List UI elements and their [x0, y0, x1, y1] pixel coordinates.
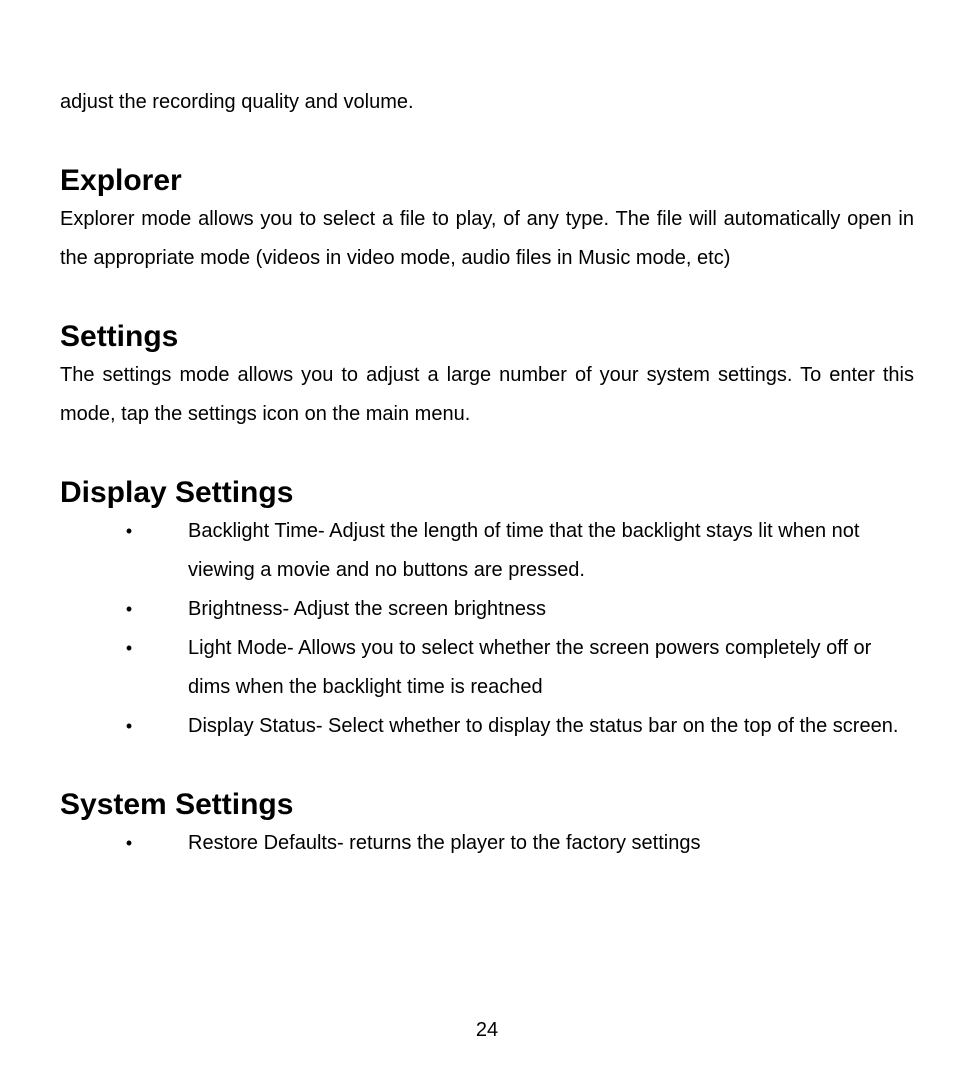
- bullet-icon: •: [125, 638, 133, 658]
- explorer-heading: Explorer: [60, 164, 182, 197]
- bullet-icon: •: [125, 716, 133, 736]
- list-item-text: Backlight Time- Adjust the length of time that the backlight stays lit when not viewing a movie and no buttons are pressed.: [188, 520, 860, 581]
- page-number: 24: [475, 1019, 499, 1041]
- system-settings-heading: System Settings: [60, 788, 294, 821]
- list-item-text: Restore Defaults- returns the player to the factory settings: [188, 832, 701, 854]
- intro-paragraph: adjust the recording quality and volume.: [60, 91, 414, 113]
- spacer: [60, 278, 914, 317]
- explorer-paragraph: Explorer mode allows you to select a file to play, of any type. The file will automatically open in the appropriate mode (videos in video mode, audio files in Music mode, etc): [60, 208, 914, 269]
- list-item: [60, 629, 914, 707]
- list-item: [60, 512, 914, 590]
- list-item-text: Brightness- Adjust the screen brightness: [188, 598, 546, 620]
- bullet-icon: •: [125, 521, 133, 541]
- document-page: [60, 83, 914, 863]
- display-settings-list: [60, 512, 914, 746]
- list-item-text: Light Mode- Allows you to select whether the screen powers completely off or dims when the backlight time is reached: [188, 637, 872, 698]
- list-item: [60, 707, 914, 746]
- list-item: [60, 590, 914, 629]
- system-settings-list: [60, 824, 914, 863]
- spacer: [60, 122, 914, 161]
- settings-section: [60, 317, 914, 434]
- list-item-text: Display Status- Select whether to display the status bar on the top of the screen.: [188, 715, 899, 737]
- spacer: [60, 746, 914, 785]
- display-settings-heading: Display Settings: [60, 476, 294, 509]
- settings-heading: Settings: [60, 320, 179, 353]
- system-settings-section: [60, 785, 914, 863]
- list-item: [60, 824, 914, 863]
- spacer: [60, 434, 914, 473]
- explorer-section: [60, 161, 914, 278]
- settings-paragraph: The settings mode allows you to adjust a large number of your system settings. To enter this mode, tap the settings icon on the main menu.: [60, 364, 914, 425]
- bullet-icon: •: [125, 833, 133, 853]
- bullet-icon: •: [125, 599, 133, 619]
- display-settings-section: [60, 473, 914, 746]
